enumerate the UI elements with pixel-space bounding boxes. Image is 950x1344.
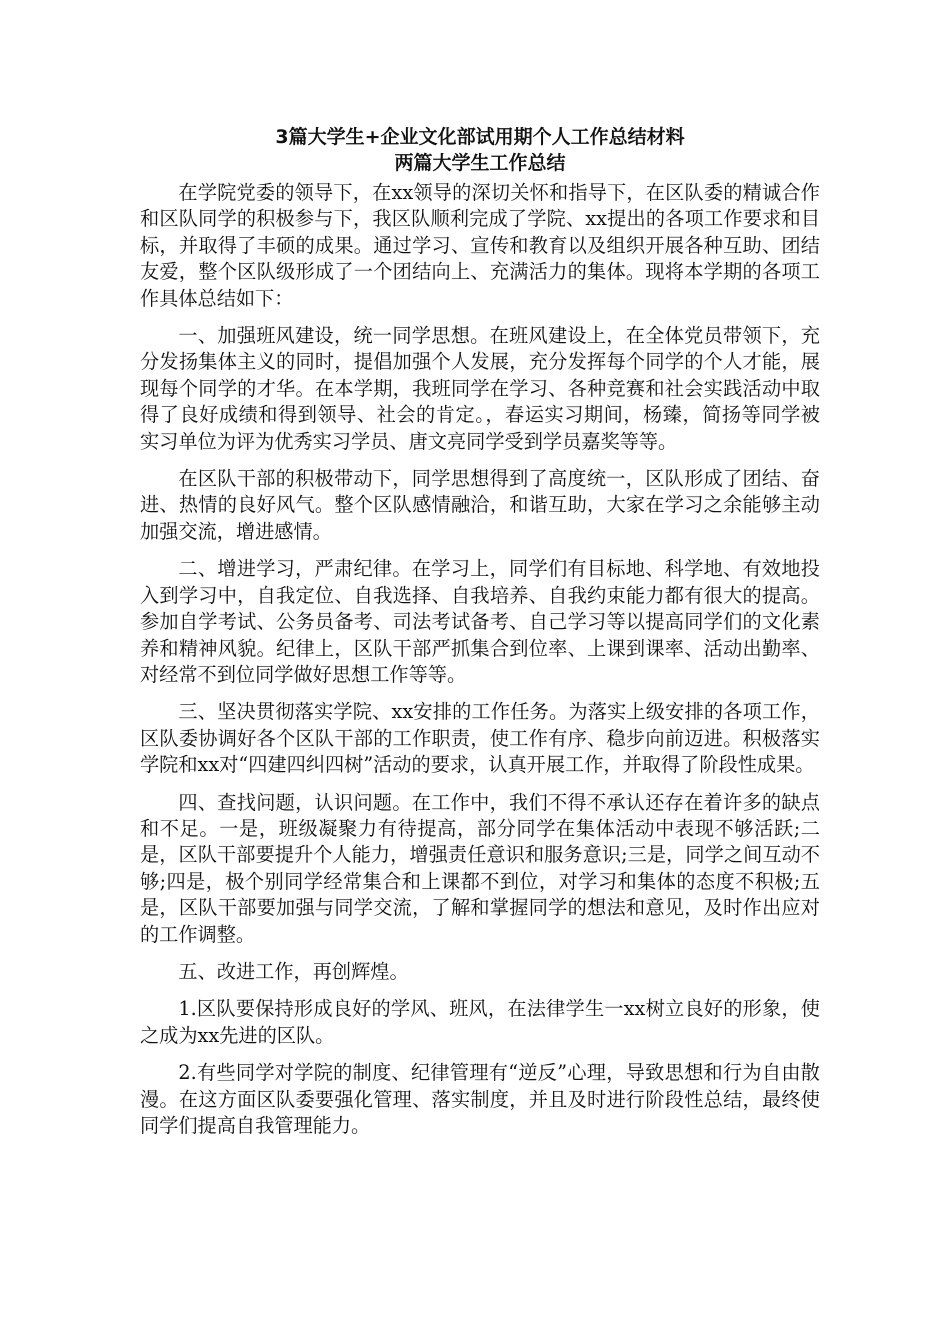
document-title: [140, 124, 820, 176]
paragraph-section-3: 三、坚决贯彻落实学院、xx安排的工作任务。为落实上级安排的各项工作，区队委协调好各个区队干部的工作职责，使工作有序、稳步向前迈进。积极落实学院和xx对“四建四纠四树”活动的要求，认真开展工作，并取得了阶段性成果。: [140, 700, 820, 777]
paragraph-item-2: 2.有些同学对学院的制度、纪律管理有“逆反”心理，导致思想和行为自由散漫。在这方面区队委要强化管理、落实制度，并且及时进行阶段性总结，最终使同学们提高自我管理能力。: [140, 1061, 820, 1137]
paragraph-section-2: 二、增进学习，严肃纪律。在学习上，同学们有目标地、科学地、有效地投入到学习中，自我定位、自我选择、自我培养、自我约束能力都有很大的提高。参加自学考试、公务员备考、司法考试备考、自己学习等以提高同学们的文化素养和精神风貌。纪律上，区队干部严抓集合到位率、上课到课率、活动出勤率、对经常不到位同学做好思想工作等等。: [140, 557, 820, 686]
document-content: [140, 124, 820, 1150]
title-line-1: 3篇大学生+企业文化部试用期个人工作总结材料: [275, 126, 685, 148]
paragraph-section-4: 四、查找问题，认识问题。在工作中，我们不得不承认还存在着许多的缺点和不足。一是，班级凝聚力有待提高，部分同学在集体活动中表现不够活跃;二是，区队干部要提升个人能力，增强责任意识和服务意识;三是，同学之间互动不够;四是，极个别同学经常集合和上课都不到位，对学习和集体的态度不积极;五是，区队干部要加强与同学交流，了解和掌握同学的想法和意见，及时作出应对的工作调整。: [140, 790, 820, 946]
paragraph-section-1: 一、加强班风建设，统一同学思想。在班风建设上，在全体党员带领下，充分发扬集体主义的同时，提倡加强个人发展，充分发挥每个同学的个人才能，展现每个同学的才华。在本学期，我班同学在学习、各种竞赛和社会实践活动中取得了良好成绩和得到领导、社会的肯定。，春运实习期间，杨臻，简扬等同学被实习单位为评为优秀实习学员、唐文亮同学受到学员嘉奖等等。: [140, 324, 820, 453]
paragraph-item-1: 1.区队要保持形成良好的学风、班风，在法律学生一xx树立良好的形象，使之成为xx先进的区队。: [140, 997, 820, 1047]
paragraph-section-1-cont: 在区队干部的积极带动下，同学思想得到了高度统一，区队形成了团结、奋进、热情的良好风气。整个区队感情融洽，和谐互助，大家在学习之余能够主动加强交流，增进感情。: [140, 467, 820, 543]
paragraph-section-5: 五、改进工作，再创辉煌。: [178, 959, 409, 983]
paragraph-intro: 在学院党委的领导下，在xx领导的深切关怀和指导下，在区队委的精诚合作和区队同学的积极参与下，我区队顺利完成了学院、xx提出的各项工作要求和目标，并取得了丰硕的成果。通过学习、宣传和教育以及组织开展各种互助、团结友爱，整个区队级形成了一个团结向上、充满活力的集体。现将本学期的各项工作具体总结如下：: [140, 181, 820, 310]
title-line-2: 两篇大学生工作总结: [394, 152, 566, 174]
document-body: [140, 180, 820, 1139]
